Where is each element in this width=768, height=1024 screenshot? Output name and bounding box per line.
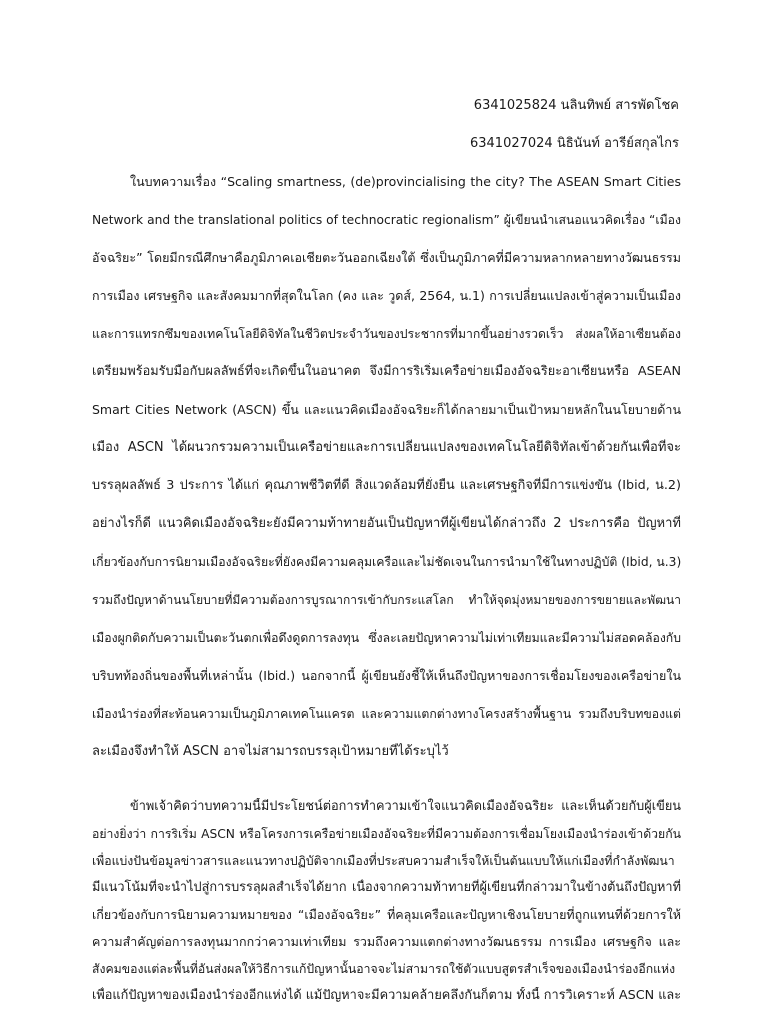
author-line-2: 6341027024 นิธินันท์ อารีย์สกุลไกร bbox=[469, 136, 679, 151]
paragraph-1-line: ในบทความเรื่อง “Scaling smartness, (de)provincialising the city? The ASEAN Smart Cities bbox=[130, 174, 681, 189]
paragraph-1-line: เมืองนำร่องที่สะท้อนความเป็นภูมิภาคเทคโนแครต และความแตกต่างทางโครงสร้างพื้นฐาน รวมถึงบริบทของแต่ bbox=[92, 707, 681, 721]
paragraph-2-line: เพื่อแบ่งปันข้อมูลข่าวสารและแนวทางปฏิบัติจากเมืองที่ประสบความสำเร็จให้เป็นต้นแบบให้แก่เมืองที่กำลังพัฒนา bbox=[92, 854, 675, 868]
paragraph-2-line: มีแนวโน้มที่จะนำไปสู่การบรรลุผลสำเร็จได้ยาก เนื่องจากความท้าทายที่ผู้เขียนที่กล่าวมาในข้างต้นถึงปัญหาที่ bbox=[92, 880, 681, 895]
paragraph-1-line: อัจฉริยะ” โดยมีกรณีศึกษาคือภูมิภาคเอเชียตะวันออกเฉียงใต้ ซึ่งเป็นภูมิภาคที่มีความหลากหลายทางวัฒนธรรม bbox=[92, 250, 681, 265]
author-line-1: 6341025824 นลินทิพย์ สารพัดโชค bbox=[473, 98, 679, 113]
paragraph-1-line: เมืองผูกติดกับความเป็นตะวันตกเพื่อดึงดูดการลงทุน ซึ่งละเลยปัญหาความไม่เท่าเทียมและมีความไม่สอดคล้องกับ bbox=[92, 631, 681, 645]
paragraph-1-line: บรรลุผลลัพธ์ 3 ประการ ได้แก่ คุณภาพชีวิตที่ดี สิ่งแวดล้อมที่ยั่งยืน และเศรษฐกิจที่มีการแข่งขัน (Ibid, น.2) bbox=[92, 478, 681, 493]
paragraph-1-line: เกี่ยวข้องกับการนิยามเมืองอัจฉริยะที่ยังคงมีความคลุมเครือและไม่ชัดเจนในการนำมาใช้ในทางปฏิบัติ (Ibid, น.3) bbox=[92, 555, 681, 569]
paragraph-1-line: เมือง ASCN ได้ผนวกรวมความเป็นเครือข่ายและการเปลี่ยนแปลงของเทคโนโลยีดิจิทัลเข้าด้วยกันเพื่อที่จะ bbox=[92, 440, 681, 455]
paragraph-2-line: สังคมของแต่ละพื้นที่อันส่งผลให้วิธีการแก้ปัญหานั้นอาจจะไม่สามารถใช้ตัวแบบสูตรสำเร็จของเมืองนำร่องอีกแห่ง bbox=[92, 962, 676, 976]
paragraph-2-line: เพื่อแก้ปัญหาของเมืองนำร่องอีกแห่งได้ แม้ปัญหาจะมีความคล้ายคลึงกันก็ตาม ทั้งนี้ การวิเคราะห์ ASCN และ bbox=[92, 988, 681, 1003]
paragraph-1-line: Network and the translational politics of technocratic regionalism” ผู้เขียนนำเสนอแนวคิดเรื่อง “เมือง bbox=[92, 213, 681, 227]
paragraph-1-line: อย่างไรก็ดี แนวคิดเมืองอัจฉริยะยังมีความท้าทายอันเป็นปัญหาที่ผู้เขียนได้กล่าวถึง 2 ประการคือ ปัญหาที่ bbox=[92, 516, 681, 531]
paragraph-2-line: อย่างยิ่งว่า การริเริ่ม ASCN หรือโครงการเครือข่ายเมืองอัจฉริยะที่มีความต้องการเชื่อมโยงเมืองนำร่องเข้าด้วยกัน bbox=[92, 827, 681, 841]
paragraph-1-line: ละเมืองจึงทำให้ ASCN อาจไม่สามารถบรรลุเป้าหมายที่ได้ระบุไว้ bbox=[92, 744, 449, 759]
paragraph-1-line: เตรียมพร้อมรับมือกับผลลัพธ์ที่จะเกิดขึ้นในอนาคต จึงมีการริเริ่มเครือข่ายเมืองอัจฉริยะอาเซียนหรือ ASEAN bbox=[92, 364, 681, 379]
paragraph-2-line: ข้าพเจ้าคิดว่าบทความนี้มีประโยชน์ต่อการทำความเข้าใจแนวคิดเมืองอัจฉริยะ และเห็นด้วยกับผู้เขียน bbox=[130, 799, 681, 814]
paragraph-1-line: และการแทรกซึมของเทคโนโลยีดิจิทัลในชีวิตประจำวันของประชากรที่มากขึ้นอย่างรวดเร็ว ส่งผลให้อาเซียนต้อง bbox=[92, 327, 681, 341]
paragraph-2-line: เกี่ยวข้องกับการนิยามความหมายของ “เมืองอัจฉริยะ” ที่คลุมเครือและปัญหาเชิงนโยบายที่ถูกแทนที่ด้วยการให้ bbox=[92, 907, 681, 922]
paragraph-2-line: ความสำคัญต่อการลงทุนมากกว่าความเท่าเทียม รวมถึงความแตกต่างทางวัฒนธรรม การเมือง เศรษฐกิจ และ bbox=[92, 934, 681, 949]
paragraph-1-line: รวมถึงปัญหาด้านนโยบายที่มีความต้องการบูรณาการเข้ากับกระแสโลก ทำให้จุดมุ่งหมายของการขยายและพัฒนา bbox=[92, 593, 681, 607]
paragraph-1-line: Smart Cities Network (ASCN) ขึ้น และแนวคิดเมืองอัจฉริยะก็ได้กลายมาเป็นเป้าหมายหลักในนโยบายด้าน bbox=[92, 402, 681, 417]
paragraph-1-line: บริบทท้องถิ่นของพื้นที่เหล่านั้น (Ibid.) นอกจากนี้ ผู้เขียนยังชี้ให้เห็นถึงปัญหาของการเชื่อมโยงของเครือข่ายใน bbox=[92, 668, 681, 683]
paragraph-1-line: การเมือง เศรษฐกิจ และสังคมมากที่สุดในโลก (คง และ วูดส์, 2564, น.1) การเปลี่ยนแปลงเข้าสู่ความเป็นเมือง bbox=[92, 288, 681, 303]
